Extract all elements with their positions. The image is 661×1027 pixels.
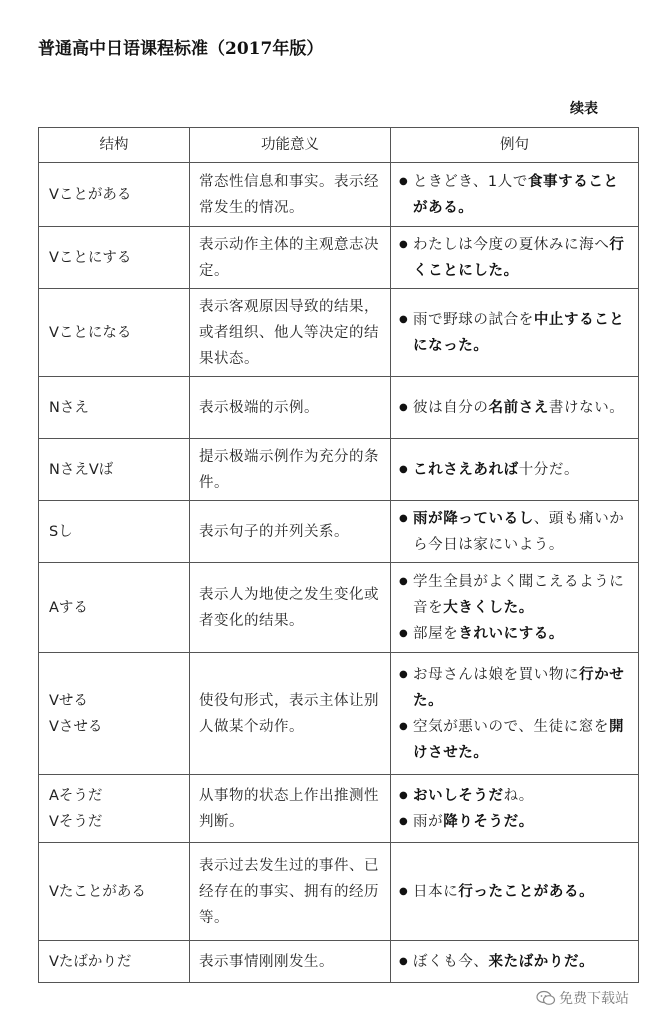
structure-cell	[39, 501, 190, 563]
example-cell	[391, 563, 639, 653]
header-example-sentence: 例句	[391, 128, 639, 163]
target-grammar-highlight: 中止することになった。	[413, 311, 625, 354]
example-sentence	[399, 457, 632, 483]
example-sentence	[399, 783, 632, 809]
structure-pattern: Sし	[49, 523, 73, 540]
example-text-segment: ときどき、1人で	[413, 173, 528, 190]
structure-cell	[39, 563, 190, 653]
function-meaning-cell: 表示句子的并列关系。	[190, 501, 391, 563]
function-meaning-cell: 使役句形式，表示主体让别人做某个动作。	[190, 653, 391, 775]
table-row	[39, 163, 639, 227]
example-cell	[391, 653, 639, 775]
target-grammar-highlight: 名前さえ	[488, 399, 549, 416]
example-text	[413, 809, 632, 835]
example-text-segment: 日本に	[413, 883, 459, 900]
target-grammar-highlight: きれいにする。	[458, 625, 565, 642]
bullet-icon: ●	[399, 789, 409, 801]
structure-cell	[39, 941, 190, 983]
example-text	[413, 232, 632, 284]
example-text-segment: 、頭も痛いから今日は家にいよう。	[413, 510, 625, 553]
example-text-segment: 雨で野球の試合を	[413, 311, 534, 328]
page-title: 普通高中日语课程标准（2017年版）	[38, 39, 324, 59]
bullet-icon: ●	[399, 815, 409, 827]
example-text	[413, 506, 632, 558]
example-text-segment: 部屋を	[413, 625, 459, 642]
example-text-segment: 雨が	[413, 813, 444, 830]
structure-cell	[39, 163, 190, 227]
function-meaning-cell: 表示动作主体的主观意志决定。	[190, 227, 391, 289]
structure-cell	[39, 775, 190, 843]
table-row	[39, 377, 639, 439]
bullet-icon: ●	[399, 313, 409, 325]
example-text	[413, 714, 632, 766]
example-text-segment: お母さんは娘を買い物に	[413, 666, 580, 683]
structure-cell	[39, 377, 190, 439]
bullet-icon: ●	[399, 720, 409, 732]
example-text-segment: 学生全員がよく聞こえるように音を	[413, 573, 625, 616]
target-grammar-highlight: 開けさせた。	[413, 718, 625, 761]
bullet-icon: ●	[399, 627, 409, 639]
example-text	[413, 169, 632, 221]
table-body	[39, 163, 639, 983]
function-meaning-cell: 表示极端的示例。	[190, 377, 391, 439]
example-cell	[391, 163, 639, 227]
table-row	[39, 439, 639, 501]
wechat-icon	[536, 990, 556, 1006]
table-row	[39, 501, 639, 563]
target-grammar-highlight: おいしそうだ	[413, 787, 504, 804]
example-text	[413, 662, 632, 714]
table-row	[39, 563, 639, 653]
example-cell	[391, 289, 639, 377]
example-cell	[391, 941, 639, 983]
function-meaning-cell: 从事物的状态上作出推测性判断。	[190, 775, 391, 843]
bullet-icon: ●	[399, 885, 409, 897]
grammar-table	[38, 127, 639, 983]
example-text-segment: ね。	[503, 787, 534, 804]
example-cell	[391, 775, 639, 843]
example-text-segment: ぼくも今、	[413, 953, 489, 970]
example-sentence	[399, 714, 632, 766]
target-grammar-highlight: 大きくした。	[443, 599, 534, 616]
function-meaning-cell: 提示极端示例作为充分的条件。	[190, 439, 391, 501]
example-sentence	[399, 506, 632, 558]
example-sentence	[399, 232, 632, 284]
example-text	[413, 395, 632, 421]
example-text-segment: 十分だ。	[518, 461, 580, 478]
example-text	[413, 457, 632, 483]
target-grammar-highlight: 食事することがある。	[413, 173, 619, 216]
watermark	[536, 988, 629, 1008]
structure-cell	[39, 653, 190, 775]
example-sentence	[399, 809, 632, 835]
structure-pattern: Vそうだ	[49, 813, 103, 830]
target-grammar-highlight: 降りそうだ。	[443, 813, 534, 830]
example-sentence	[399, 169, 632, 221]
table-header-row	[39, 128, 639, 163]
table-row	[39, 653, 639, 775]
target-grammar-highlight: これさえあれば	[413, 461, 519, 478]
bullet-icon: ●	[399, 575, 409, 587]
function-meaning-cell: 表示客观原因导致的结果，或者组织、他人等决定的结果状态。	[190, 289, 391, 377]
example-text	[413, 569, 632, 621]
example-sentence	[399, 879, 632, 905]
example-text	[413, 783, 632, 809]
target-grammar-highlight: 来たばかりだ。	[488, 953, 595, 970]
example-cell	[391, 843, 639, 941]
watermark-text: 免费下载站	[559, 991, 629, 1007]
structure-pattern: Vことになる	[49, 324, 132, 341]
bullet-icon: ●	[399, 668, 409, 680]
table-row	[39, 941, 639, 983]
example-text-segment: わたしは今度の夏休みに海へ	[413, 236, 610, 253]
example-sentence	[399, 949, 632, 975]
function-meaning-cell: 表示过去发生过的事件、已经存在的事实、拥有的经历等。	[190, 843, 391, 941]
structure-pattern: Vことにする	[49, 249, 132, 266]
structure-cell	[39, 289, 190, 377]
example-sentence	[399, 307, 632, 359]
table-row	[39, 289, 639, 377]
target-grammar-highlight: 行ったことがある。	[458, 883, 595, 900]
example-text-segment: 彼は自分の	[413, 399, 489, 416]
structure-pattern: NさえVば	[49, 461, 114, 478]
example-sentence	[399, 621, 632, 647]
target-grammar-highlight: 行くことにした。	[413, 236, 625, 279]
header-function-meaning: 功能意义	[190, 128, 391, 163]
example-text-segment: 空気が悪いので、生徒に窓を	[413, 718, 610, 735]
table-row	[39, 843, 639, 941]
bullet-icon: ●	[399, 401, 409, 413]
example-cell	[391, 377, 639, 439]
bullet-icon: ●	[399, 238, 409, 250]
structure-pattern: Vさせる	[49, 718, 103, 735]
structure-pattern: Aそうだ	[49, 787, 103, 804]
bullet-icon: ●	[399, 463, 409, 475]
bullet-icon: ●	[399, 175, 409, 187]
example-cell	[391, 501, 639, 563]
target-grammar-highlight: 雨が降っているし	[413, 510, 534, 527]
example-sentence	[399, 569, 632, 621]
continued-table-label: 续表	[570, 101, 598, 117]
structure-pattern: Vせる	[49, 692, 88, 709]
structure-pattern: Aする	[49, 599, 88, 616]
example-sentence	[399, 395, 632, 421]
structure-cell	[39, 439, 190, 501]
example-cell	[391, 227, 639, 289]
structure-pattern: Vことがある	[49, 186, 132, 203]
structure-pattern: Vたことがある	[49, 883, 146, 900]
bullet-icon: ●	[399, 512, 409, 524]
structure-cell	[39, 843, 190, 941]
structure-cell	[39, 227, 190, 289]
example-text	[413, 307, 632, 359]
example-text	[413, 949, 632, 975]
example-sentence	[399, 662, 632, 714]
function-meaning-cell: 表示人为地使之发生变化或者变化的结果。	[190, 563, 391, 653]
example-text	[413, 879, 632, 905]
structure-pattern: Vたばかりだ	[49, 953, 132, 970]
bullet-icon: ●	[399, 955, 409, 967]
structure-pattern: Nさえ	[49, 399, 89, 416]
table-row	[39, 227, 639, 289]
header-structure: 结构	[39, 128, 190, 163]
example-cell	[391, 439, 639, 501]
table-row	[39, 775, 639, 843]
function-meaning-cell: 表示事情刚刚发生。	[190, 941, 391, 983]
example-text-segment: 書けない。	[548, 399, 625, 416]
example-text	[413, 621, 632, 647]
function-meaning-cell: 常态性信息和事实。表示经常发生的情况。	[190, 163, 391, 227]
target-grammar-highlight: 行かせた。	[413, 666, 625, 709]
